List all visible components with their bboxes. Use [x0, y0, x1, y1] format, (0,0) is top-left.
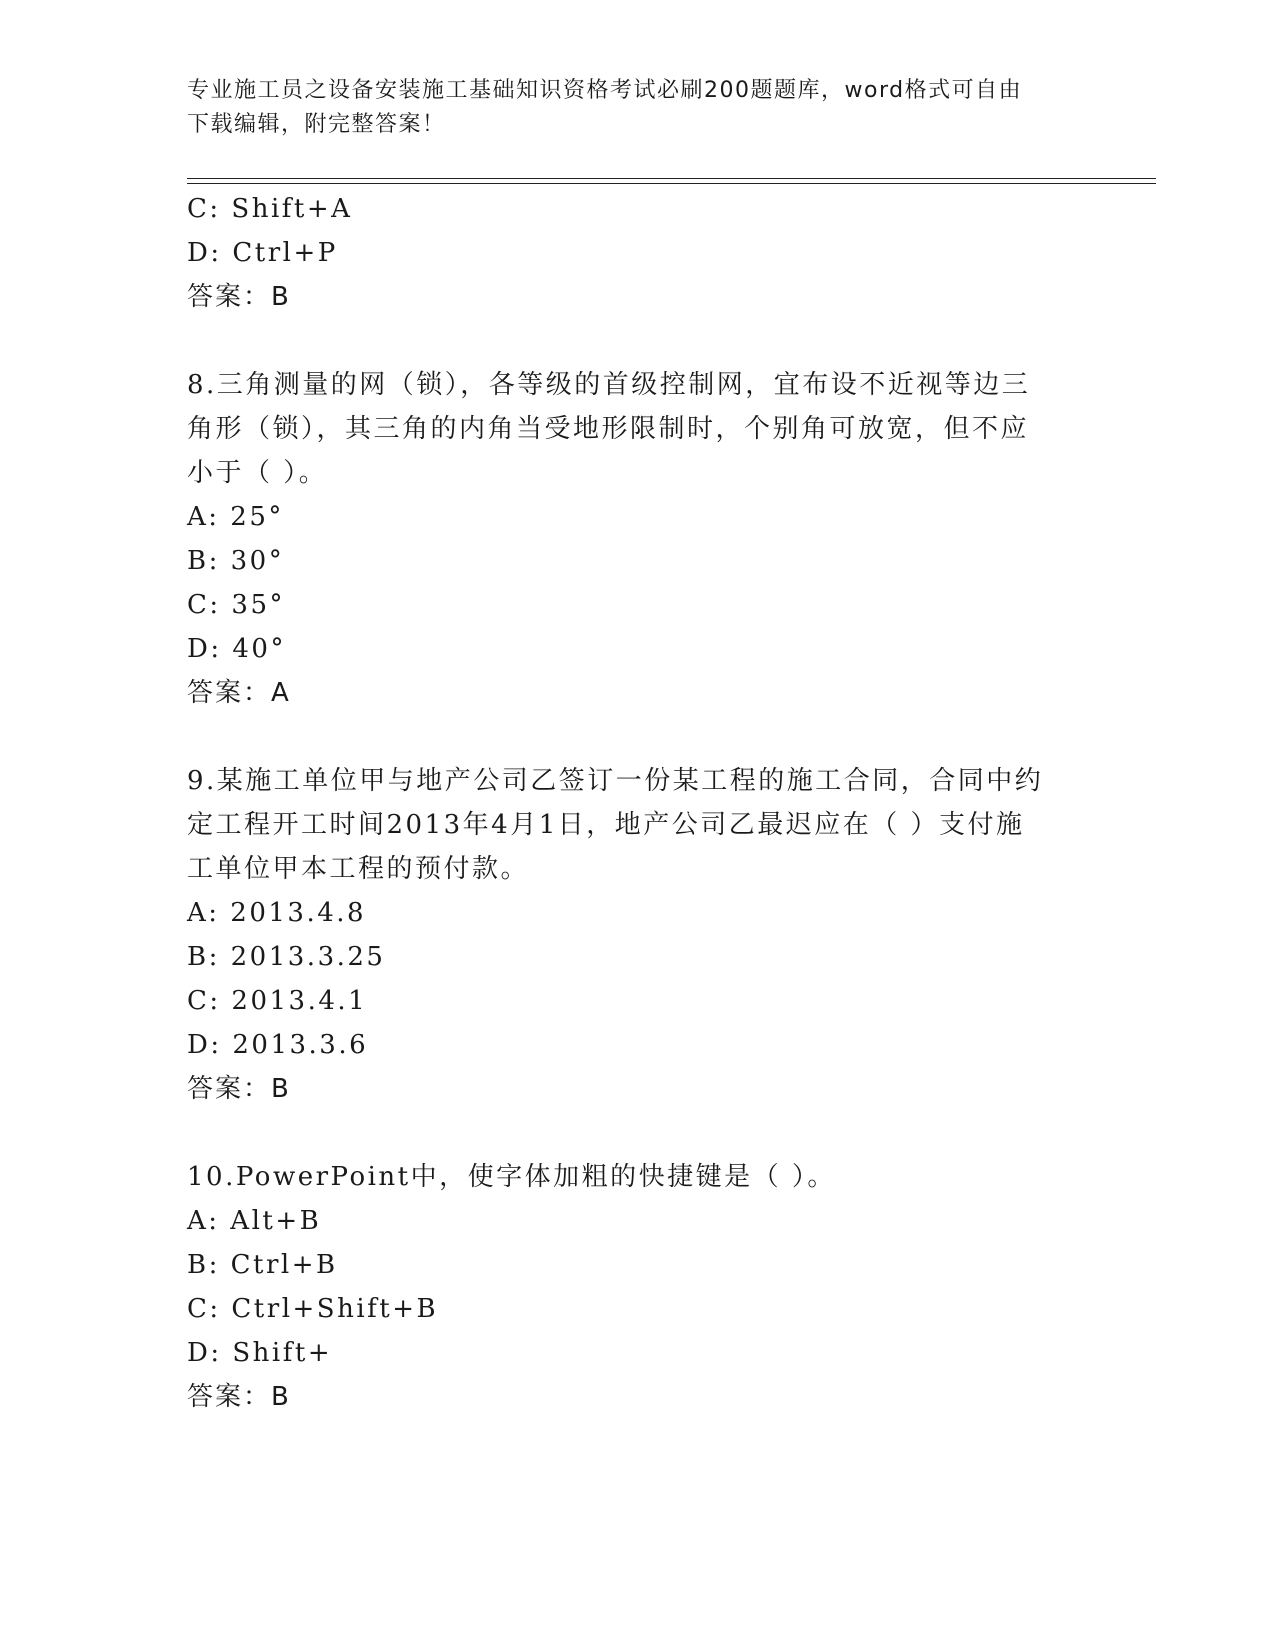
- q8-option-b: B: 30°: [187, 546, 285, 576]
- header-title-line-2: 下载编辑，附完整答案！: [187, 112, 446, 137]
- q10-option-b: B: Ctrl+B: [187, 1250, 338, 1280]
- page-header: [187, 74, 1067, 142]
- q9-text-line-2: 定工程开工时间2013年4月1日，地产公司乙最迟应在（ ）支付施: [187, 810, 1025, 840]
- q10-text-line-1: 10.PowerPoint中，使字体加粗的快捷键是（ ）。: [187, 1162, 836, 1192]
- prev-answer: 答案：B: [187, 282, 291, 312]
- q9-option-d: D: 2013.3.6: [187, 1030, 369, 1060]
- q8-text-line-1: 8.三角测量的网（锁），各等级的首级控制网，宜布设不近视等边三: [187, 370, 1031, 400]
- q10-option-a: A: Alt+B: [187, 1206, 322, 1236]
- header-divider-bottom: [187, 183, 1156, 184]
- prev-option-d: D: Ctrl+P: [187, 238, 338, 268]
- q8-text-line-3: 小于（ ）。: [187, 458, 328, 488]
- prev-option-c: C: Shift+A: [187, 194, 353, 224]
- q9-option-c: C: 2013.4.1: [187, 986, 368, 1016]
- q9-text-line-3: 工单位甲本工程的预付款。: [187, 854, 530, 884]
- q8-text-line-2: 角形（锁），其三角的内角当受地形限制时，个别角可放宽，但不应: [187, 414, 1030, 444]
- q8-option-a: A: 25°: [187, 502, 284, 532]
- q8-option-d: D: 40°: [187, 634, 286, 664]
- q10-option-c: C: Ctrl+Shift+B: [187, 1294, 439, 1324]
- q8-answer: 答案：A: [187, 678, 291, 708]
- q9-answer: 答案：B: [187, 1074, 291, 1104]
- q9-text-line-1: 9.某施工单位甲与地产公司乙签订一份某工程的施工合同，合同中约: [187, 766, 1044, 796]
- header-title-line-1: 专业施工员之设备安装施工基础知识资格考试必刷200题题库，word格式可自由: [187, 78, 1023, 103]
- q10-option-d: D: Shift+: [187, 1338, 333, 1368]
- q9-option-a: A: 2013.4.8: [187, 898, 367, 928]
- q8-option-c: C: 35°: [187, 590, 286, 620]
- header-divider-top: [187, 178, 1156, 179]
- q9-option-b: B: 2013.3.25: [187, 942, 386, 972]
- q10-answer: 答案：B: [187, 1382, 291, 1412]
